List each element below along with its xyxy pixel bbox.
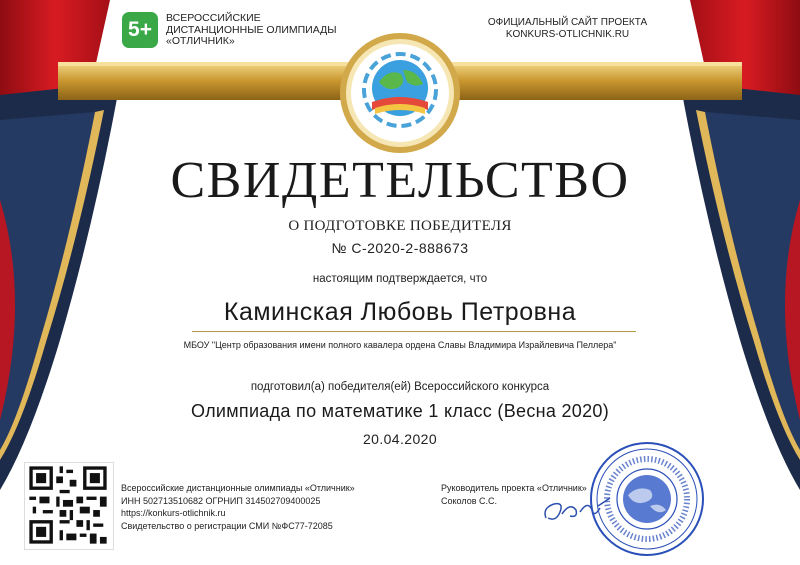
org-line-3: «ОТЛИЧНИК» [166,35,235,47]
prepared-text: подготовил(а) победителя(ей) Всероссийского конкурса [250,381,550,393]
logo-badge: 5+ [122,12,158,48]
project-head-title: Руководитель проекта «Отличник» [441,483,587,493]
organization-title [166,13,366,48]
qr-code-icon [25,463,111,547]
website-line: https://konkurs-otlichnik.ru [121,508,226,518]
org-name-line: Всероссийские дистанционные олимпиады «Отличник» [121,483,355,493]
inn-line: ИНН 502713510682 ОГРНИП 314502709400025 [121,495,321,506]
organization-details [121,482,411,532]
confirm-text: настоящим подтверждается, что [312,273,488,285]
issue-date: 20.04.2020 [362,431,438,447]
name-underline [192,331,636,332]
recipient-name: Каминская Любовь Петровна [223,298,577,326]
registration-line: Свидетельство о регистрации СМИ №ФС77-72085 [121,520,333,531]
site-caption: ОФИЦИАЛЬНЫЙ САЙТ ПРОЕКТА [487,17,648,28]
certificate-subtitle: О ПОДГОТОВКЕ ПОБЕДИТЕЛЯ [288,218,512,234]
project-head-name: Соколов С.С. [441,495,497,506]
olympiad-name: Олимпиада по математике 1 класс (Весна 2020) [190,401,610,421]
official-site-block [480,17,655,41]
org-line-2: ДИСТАНЦИОННЫЕ ОЛИМПИАДЫ [166,23,337,36]
site-url: KONKURS-OTLICHNIK.RU [505,29,630,40]
school-name: МБОУ "Центр образования имени полного кавалера ордена Славы Владимира Израйлевича Пеллера" [183,340,617,350]
qr-code [24,462,114,550]
org-line-1: ВСЕРОССИЙСКИЕ [166,12,261,24]
official-stamp [588,440,706,558]
certificate-title: СВИДЕТЕЛЬСТВО [170,152,630,209]
globe-book-icon [337,30,463,156]
certificate-number: № С-2020-2-888673 [331,240,469,256]
